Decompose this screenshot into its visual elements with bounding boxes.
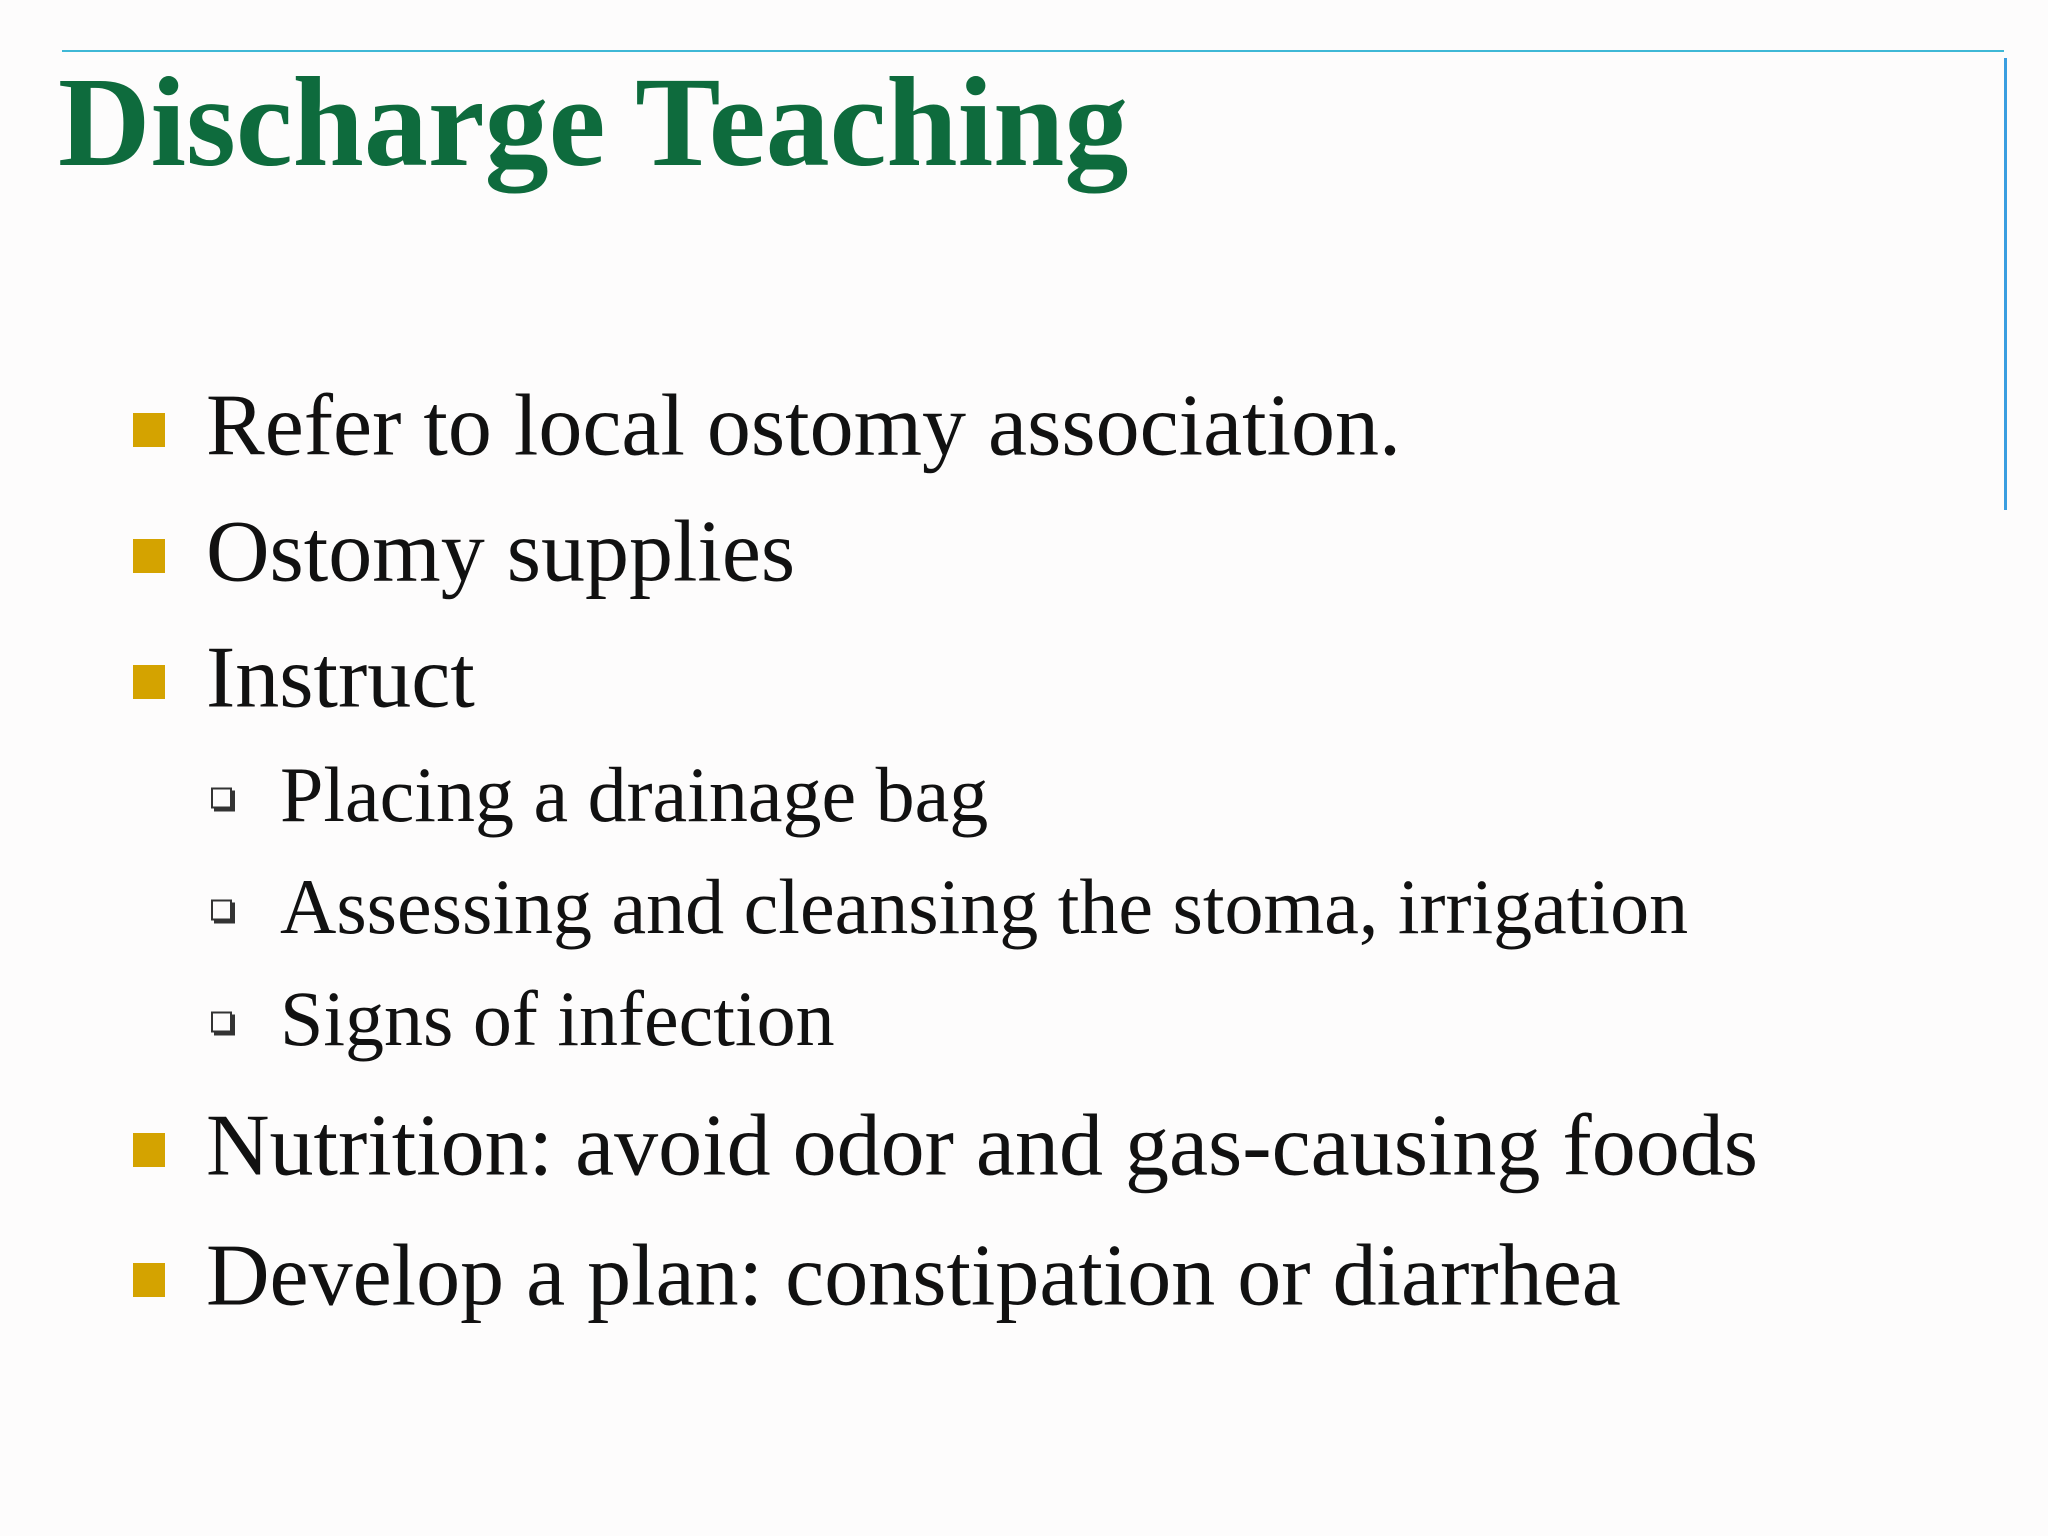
hollow-square-bullet-icon <box>211 1012 232 1033</box>
filled-square-bullet-icon <box>133 665 165 699</box>
bullet-text: Develop a plan: constipation or diarrhea <box>206 1227 1621 1325</box>
bullet-text: Ostomy supplies <box>206 503 796 601</box>
right-accent-rule <box>2004 58 2007 510</box>
sub-bullet-text: Placing a drainage bag <box>280 750 989 838</box>
filled-square-bullet-icon <box>133 413 165 447</box>
slide-title: Discharge Teaching <box>58 51 1129 193</box>
sub-bullet-text: Assessing and cleansing the stoma, irrigation <box>280 862 1689 950</box>
bullet-text: Refer to local ostomy association. <box>206 377 1402 475</box>
bullet-text: Instruct <box>206 629 475 727</box>
bullet-text: Nutrition: avoid odor and gas-causing foods <box>206 1097 1758 1195</box>
filled-square-bullet-icon <box>133 1263 165 1297</box>
sub-bullet-text: Signs of infection <box>280 974 835 1062</box>
hollow-square-bullet-icon <box>211 788 232 809</box>
filled-square-bullet-icon <box>133 539 165 573</box>
hollow-square-bullet-icon <box>211 900 232 921</box>
filled-square-bullet-icon <box>133 1133 165 1167</box>
